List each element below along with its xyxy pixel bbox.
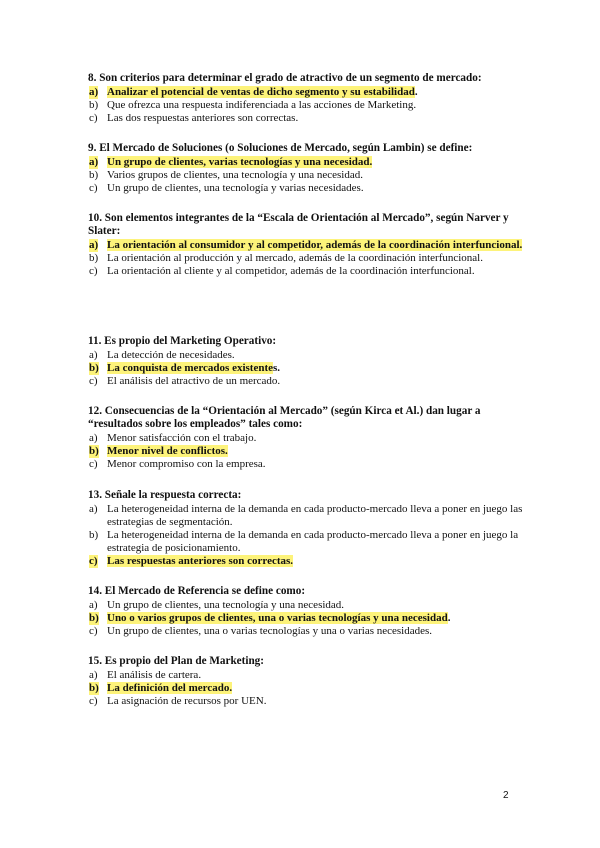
- option-a: [88, 669, 528, 682]
- option-label: c): [89, 458, 98, 470]
- option-label: b): [89, 362, 99, 374]
- option-b: [88, 99, 528, 112]
- question-11: [88, 335, 528, 388]
- option-text: Las dos respuestas anteriores son correctas.: [107, 112, 299, 124]
- option-text: La orientación al producción y al mercado, además de la coordinación interfuncional.: [107, 252, 483, 264]
- option-label: a): [89, 239, 99, 251]
- page-number: 2: [503, 790, 509, 801]
- option-tail: .: [447, 612, 451, 624]
- option-text: La heterogeneidad interna de la demanda en cada producto-mercado lleva a poner en juego la estrategia de posicionamiento.: [107, 529, 519, 554]
- option-text: Un grupo de clientes, una tecnología y varias necesidades.: [107, 182, 364, 194]
- option-label: a): [89, 432, 98, 444]
- option-label: a): [89, 503, 98, 515]
- option-label: c): [89, 112, 98, 124]
- question-title: 10. Son elementos integrantes de la “Escala de Orientación al Mercado”, según Narver y Slater:: [88, 212, 509, 237]
- option-a: [88, 599, 528, 612]
- option-b: [88, 612, 528, 625]
- question-title: 15. Es propio del Plan de Marketing:: [88, 655, 265, 667]
- option-c: [88, 695, 528, 708]
- question-title: 11. Es propio del Marketing Operativo:: [88, 335, 277, 347]
- question-title: 13. Señale la respuesta correcta:: [88, 489, 242, 501]
- option-label: b): [89, 445, 99, 457]
- option-a: [88, 156, 528, 169]
- question-14: [88, 585, 528, 638]
- option-c: [88, 265, 528, 278]
- option-text: Menor compromiso con la empresa.: [107, 458, 266, 470]
- option-text: Menor satisfacción con el trabajo.: [107, 432, 257, 444]
- question-10: [88, 212, 528, 278]
- option-label: c): [89, 625, 98, 637]
- option-c: [88, 555, 528, 568]
- option-label: c): [89, 182, 98, 194]
- question-title: 12. Consecuencias de la “Orientación al Mercado” (según Kirca et Al.) dan lugar a “resultados sobre los empleados” tales como:: [88, 405, 481, 430]
- option-label: c): [89, 695, 98, 707]
- option-text: Un grupo de clientes, varias tecnologías y una necesidad.: [107, 156, 373, 168]
- option-tail: .: [414, 86, 418, 98]
- option-b: [88, 682, 528, 695]
- option-text: La detección de necesidades.: [107, 349, 235, 361]
- option-text: El análisis de cartera.: [107, 669, 202, 681]
- option-label: b): [89, 529, 99, 541]
- option-label: c): [89, 555, 98, 567]
- question-title: 9. El Mercado de Soluciones (o Soluciones de Mercado, según Lambin) se define:: [88, 142, 473, 154]
- option-text: La orientación al cliente y al competidor, además de la coordinación interfuncional.: [107, 265, 475, 277]
- option-label: b): [89, 612, 99, 624]
- option-c: [88, 112, 528, 125]
- option-a: [88, 349, 528, 362]
- option-label: c): [89, 375, 98, 387]
- option-label: a): [89, 669, 98, 681]
- option-label: a): [89, 349, 98, 361]
- option-c: [88, 182, 528, 195]
- option-c: [88, 458, 528, 471]
- option-a: [88, 239, 528, 252]
- option-text: Que ofrezca una respuesta indiferenciada a las acciones de Marketing.: [107, 99, 417, 111]
- option-label: b): [89, 169, 99, 181]
- option-b: [88, 529, 528, 555]
- option-a: [88, 503, 528, 529]
- question-8: [88, 72, 528, 125]
- option-tail: s.: [273, 362, 281, 374]
- option-text: Varios grupos de clientes, una tecnología y una necesidad.: [107, 169, 363, 181]
- option-label: b): [89, 252, 99, 264]
- option-text: Menor nivel de conflictos.: [107, 445, 228, 457]
- option-a: [88, 86, 528, 99]
- option-text: Analizar el potencial de ventas de dicho segmento y su estabilidad: [107, 86, 415, 98]
- option-text: Un grupo de clientes, una tecnología y una necesidad.: [107, 599, 345, 611]
- option-label: b): [89, 99, 99, 111]
- option-label: c): [89, 265, 98, 277]
- option-text: Uno o varios grupos de clientes, una o varias tecnologías y una necesidad: [107, 612, 448, 624]
- option-b: [88, 445, 528, 458]
- question-12: [88, 405, 528, 471]
- option-b: [88, 362, 528, 375]
- question-15: [88, 655, 528, 708]
- option-b: [88, 252, 528, 265]
- option-a: [88, 432, 528, 445]
- option-b: [88, 169, 528, 182]
- option-text: La heterogeneidad interna de la demanda en cada producto-mercado lleva a poner en juego las estrategias de segmentación.: [107, 503, 523, 528]
- option-text: La conquista de mercados existente: [107, 362, 274, 374]
- option-label: a): [89, 599, 98, 611]
- option-text: Un grupo de clientes, una o varias tecnologías y una o varias necesidades.: [107, 625, 433, 637]
- question-title: 14. El Mercado de Referencia se define como:: [88, 585, 306, 597]
- option-text: La orientación al consumidor y al competidor, además de la coordinación interfuncional.: [107, 239, 523, 251]
- question-9: [88, 142, 528, 195]
- option-label: a): [89, 86, 99, 98]
- option-label: a): [89, 156, 99, 168]
- option-label: b): [89, 682, 99, 694]
- option-text: La asignación de recursos por UEN.: [107, 695, 267, 707]
- option-c: [88, 375, 528, 388]
- option-text: El análisis del atractivo de un mercado.: [107, 375, 281, 387]
- option-text: La definición del mercado.: [107, 682, 233, 694]
- question-13: [88, 489, 528, 568]
- question-title: 8. Son criterios para determinar el grado de atractivo de un segmento de mercado:: [88, 72, 482, 84]
- option-text: Las respuestas anteriores son correctas.: [107, 555, 294, 567]
- option-c: [88, 625, 528, 638]
